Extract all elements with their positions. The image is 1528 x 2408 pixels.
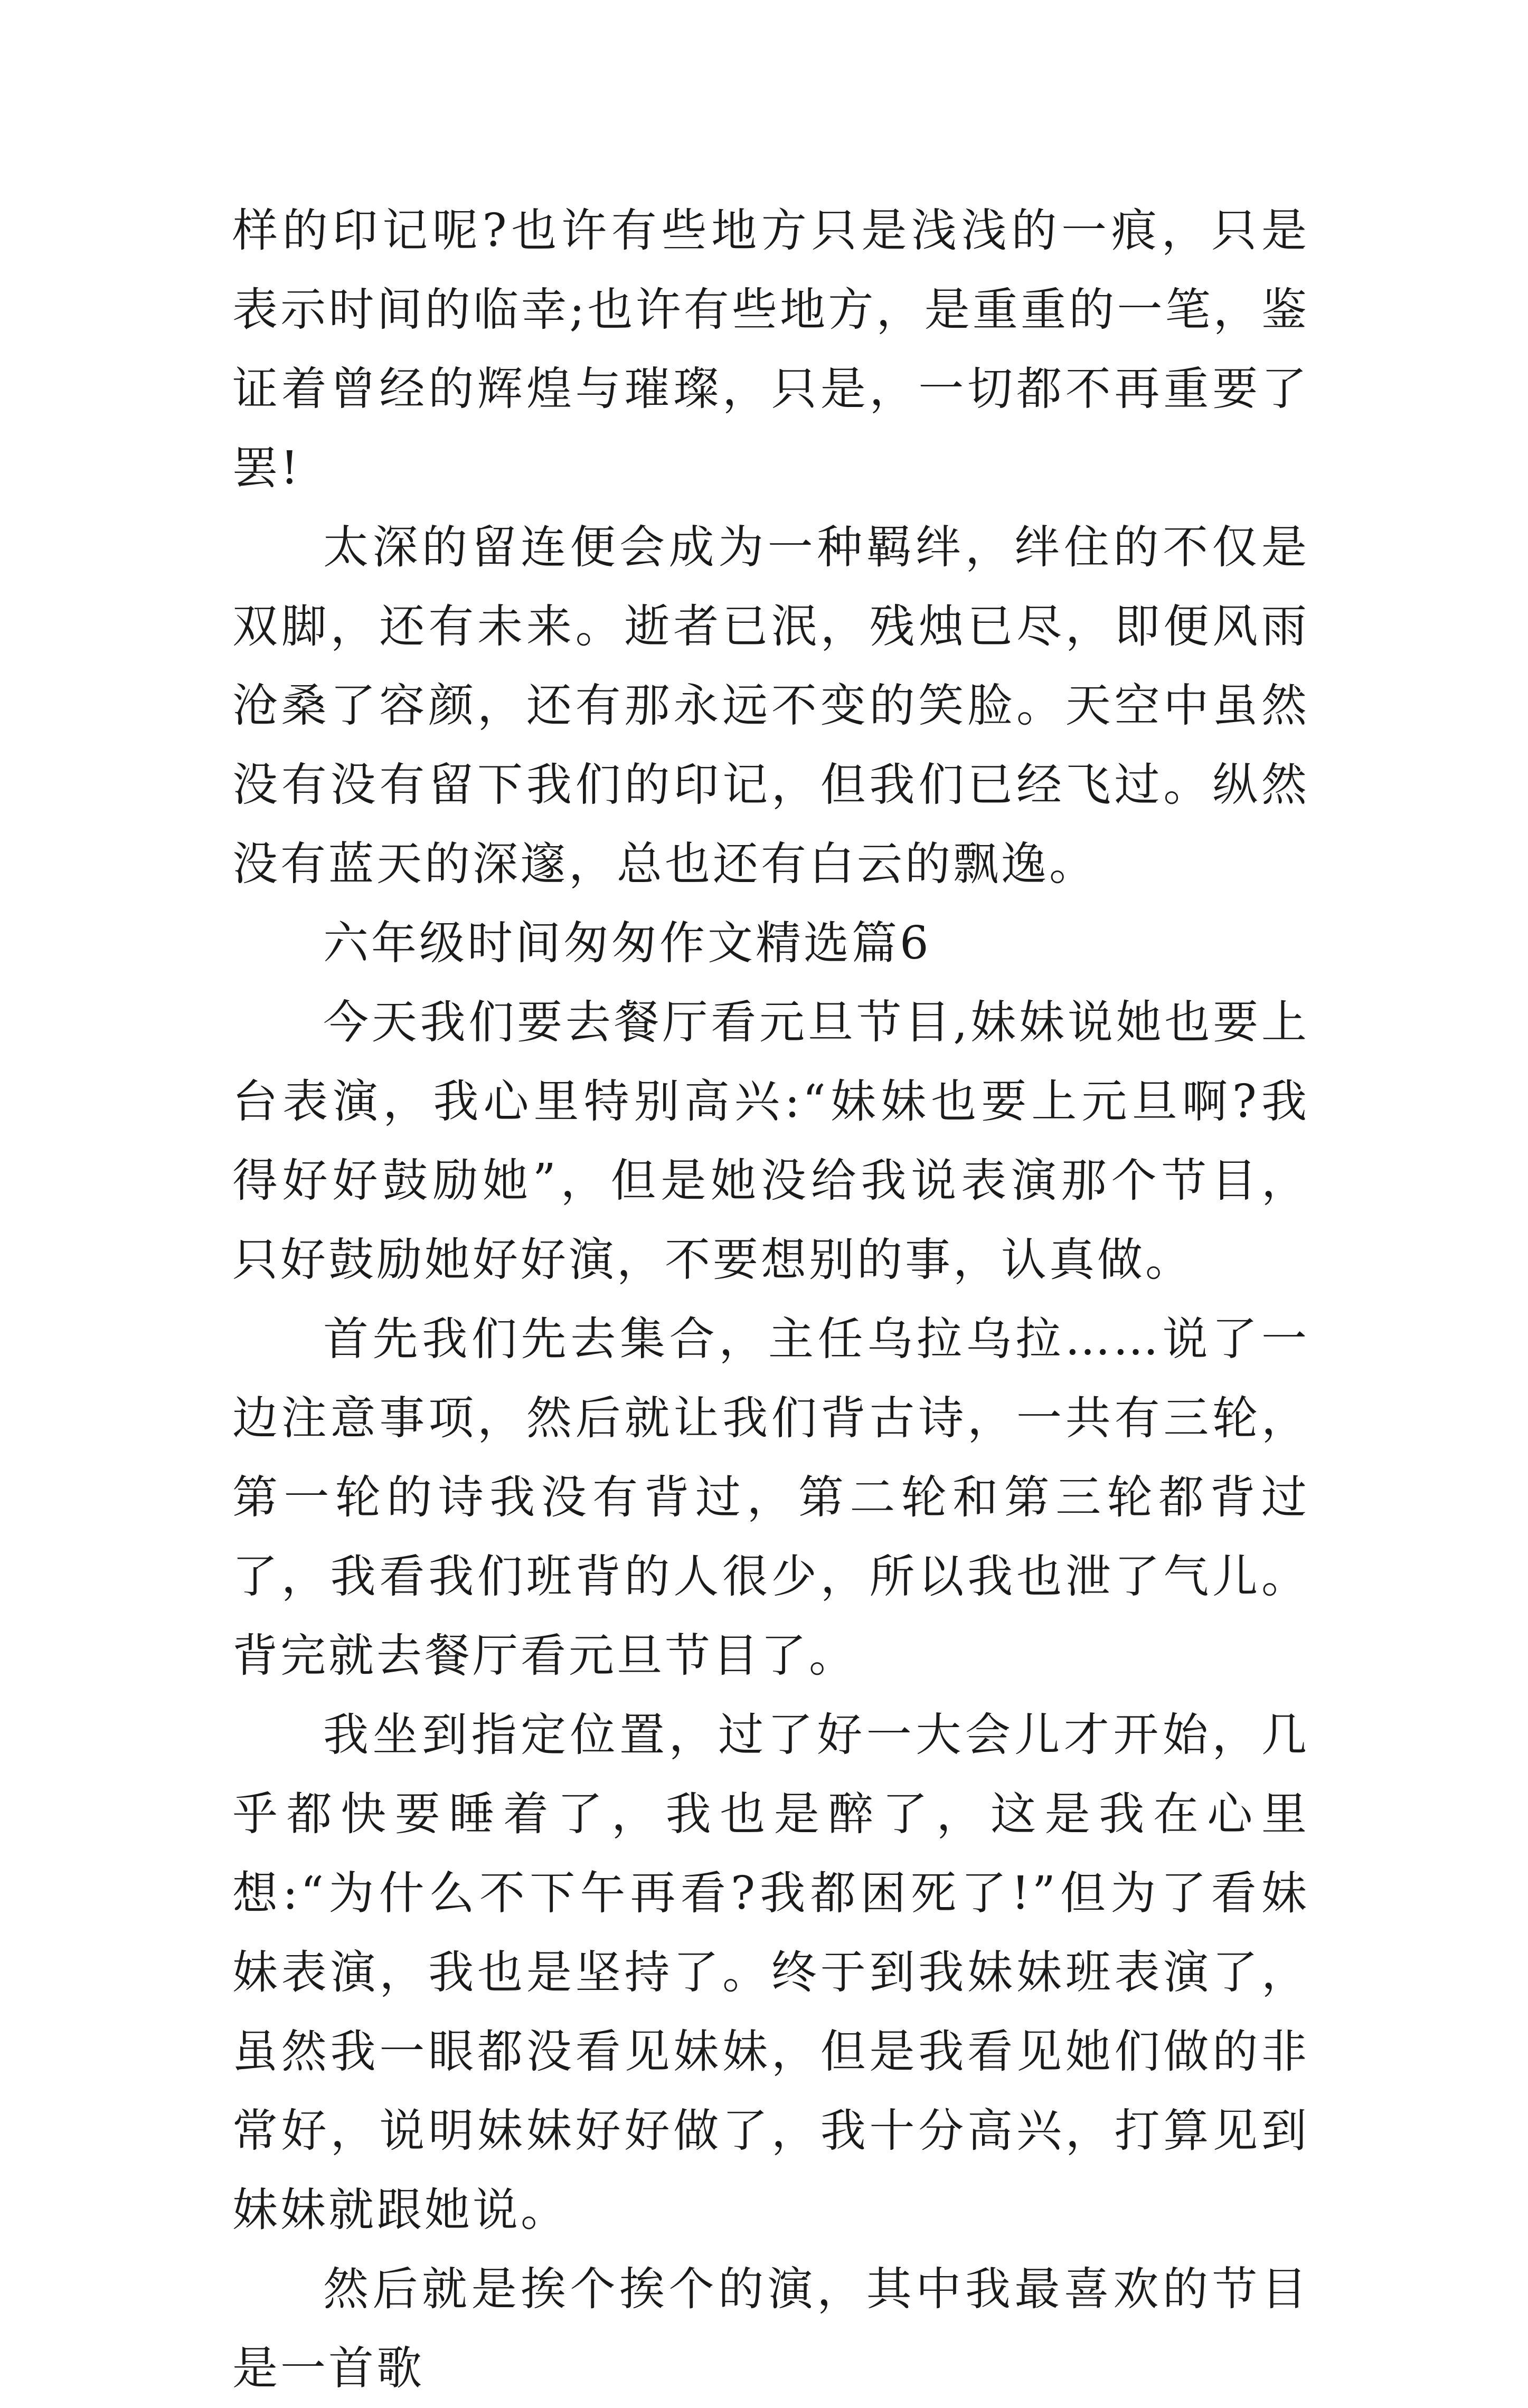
paragraph-4: 首先我们先去集合，主任乌拉乌拉……说了一边注意事项，然后就让我们背古诗，一共有三轮，第一轮的诗我没有背过，第二轮和第三轮都背过了，我看我们班背的人很少，所以我也泄了气儿。背完就去餐厅看元旦节目了。	[232, 1313, 1309, 1682]
paragraph-2: 太深的留连便会成为一种羁绊，绊住的不仅是双脚，还有未来。逝者已泯，残烛已尽，即便风雨沧桑了容颜，还有那永远不变的笑脸。天空中虽然没有没有留下我们的印记，但我们已经飞过。纵然没有蓝天的深邃，总也还有白云的飘逸。	[232, 521, 1309, 890]
paragraph-5: 我坐到指定位置，过了好一大会儿才开始，几乎都快要睡着了，我也是醉了，这是我在心里想:“为什么不下午再看?我都困死了!”但为了看妹妹表演，我也是坚持了。终于到我妹妹班表演了，虽然我一眼都没看见妹妹，但是我看见她们做的非常好，说明妹妹好好做了，我十分高兴，打算见到妹妹就跟她说。	[232, 1709, 1309, 2236]
section-heading: 六年级时间匆匆作文精选篇6	[323, 917, 931, 970]
paragraph-6: 然后就是挨个挨个的演，其中我最喜欢的节目是一首歌	[232, 2263, 1309, 2395]
body-text	[232, 191, 1309, 2408]
paragraph-3: 今天我们要去餐厅看元旦节目,妹妹说她也要上台表演，我心里特别高兴:“妹妹也要上元旦啊?我得好好鼓励她”，但是她没给我说表演那个节目，只好鼓励她好好演，不要想别的事，认真做。	[232, 996, 1309, 1286]
paragraph-1: 样的印记呢?也许有些地方只是浅浅的一痕，只是表示时间的临幸;也许有些地方，是重重的一笔，鉴证着曾经的辉煌与璀璨，只是，一切都不再重要了罢!	[232, 204, 1309, 495]
